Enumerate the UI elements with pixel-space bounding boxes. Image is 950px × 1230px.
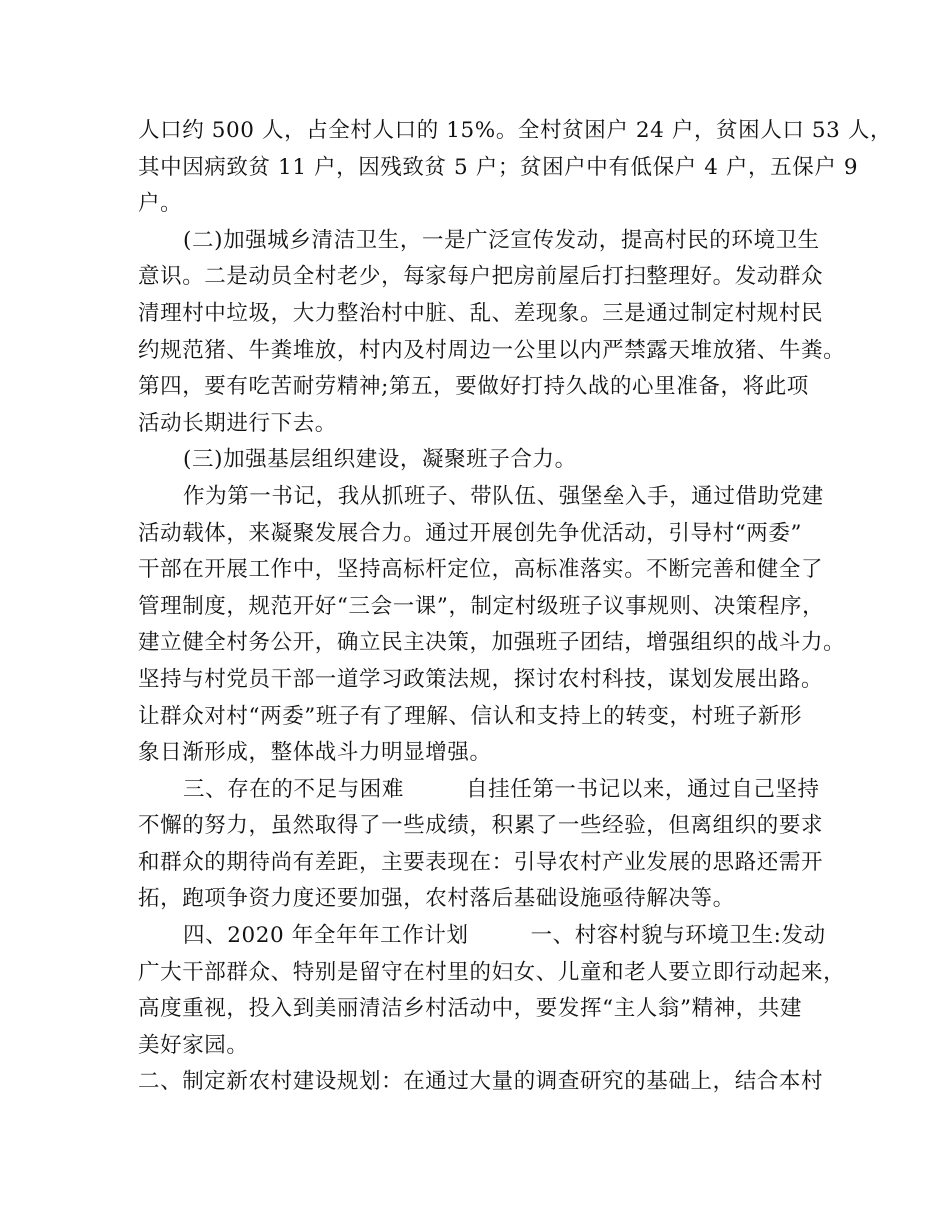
text-line: 象日渐形成，整体战斗力明显增强。: [138, 740, 492, 766]
text-run: 一、村容村貌与环境卫生:发动: [530, 923, 826, 949]
paragraph-sanitation: [138, 223, 846, 443]
text-line: 人口约 500 人，占全村人口的 15%。全村贫困户 24 户，贫困人口 53 人，: [138, 118, 893, 143]
text-line: [138, 918, 828, 955]
section-heading: 四、2020 年全年年工作计划: [183, 923, 469, 949]
text-line: 高度重视，投入到美丽清洁乡村活动中，要发挥“主人翁”精神，共建: [138, 996, 803, 1022]
text-line: 清理村中垃圾，大力整治村中脏、乱、差现象。三是通过制定村规村民: [138, 300, 824, 326]
text-line: 作为第一书记，我从抓班子、带队伍、强堡垒入手，通过借助党建: [183, 483, 824, 509]
paragraph-work-plan: [138, 918, 846, 1064]
text-line: 第四，要有吃苦耐劳精神;第五，要做好打持久战的心里准备，将此项: [138, 374, 809, 400]
paragraph-population: [138, 113, 893, 223]
text-line: 二、制定新农村建设规划：在通过大量的调查研究的基础上，结合本村: [138, 1069, 824, 1095]
text-line: 美好家园。: [138, 1032, 249, 1058]
text-line: 活动长期进行下去。: [138, 410, 337, 436]
text-line: 和群众的期待尚有差距，主要表现在：引导农村产业发展的思路还需开: [138, 849, 824, 875]
text-line: 建立健全村务公开，确立民主决策，加强班子团结，增强组织的战斗力。: [138, 630, 846, 656]
text-line: [138, 772, 828, 809]
text-line: 意识。二是动员全村老少，每家每户把房前屋后打扫整理好。发动群众: [138, 264, 824, 290]
paragraph-shortcomings: [138, 772, 828, 918]
text-line: 约规范猪、牛粪堆放，村内及村周边一公里以内严禁露天堆放猪、牛粪。: [138, 337, 846, 363]
text-line: 活动载体，来凝聚发展合力。通过开展创先争优活动，引导村“两委”: [138, 520, 803, 546]
text-line: (三)加强基层组织建设，凝聚班子合力。: [183, 447, 577, 473]
paragraph-party-building: [138, 479, 846, 772]
text-line: (二)加强城乡清洁卫生，一是广泛宣传发动，提高村民的环境卫生: [183, 227, 820, 253]
text-line: 坚持与村党员干部一道学习政策法规，探讨农村科技，谋划发展出路。: [138, 666, 824, 692]
paragraph-org-heading: [138, 442, 828, 479]
document-page: [138, 113, 893, 1101]
text-line: 其中因病致贫 11 户，因残致贫 5 户；贫困户中有低保户 4 户，五保户 9: [138, 154, 859, 180]
text-line: 干部在开展工作中，坚持高标杆定位，高标准落实。不断完善和健全了: [138, 557, 824, 583]
paragraph-planning: [138, 1064, 828, 1101]
text-line: 管理制度，规范开好“三会一课”，制定村级班子议事规则、决策程序，: [138, 593, 825, 619]
text-line: 不懈的努力，虽然取得了一些成绩，积累了一些经验，但离组织的要求: [138, 813, 824, 839]
section-heading: 三、存在的不足与困难: [183, 776, 405, 802]
text-line: 让群众对村“两委”班子有了理解、信认和支持上的转变，村班子新形: [138, 703, 803, 729]
text-line: 拓，跑项争资力度还要加强，农村落后基础设施亟待解决等。: [138, 886, 735, 912]
text-line: 广大干部群众、特别是留守在村里的妇女、儿童和老人要立即行动起来，: [138, 959, 846, 985]
text-line: 户。: [138, 191, 183, 217]
text-run: 自挂任第一书记以来，通过自己坚持: [466, 776, 820, 802]
